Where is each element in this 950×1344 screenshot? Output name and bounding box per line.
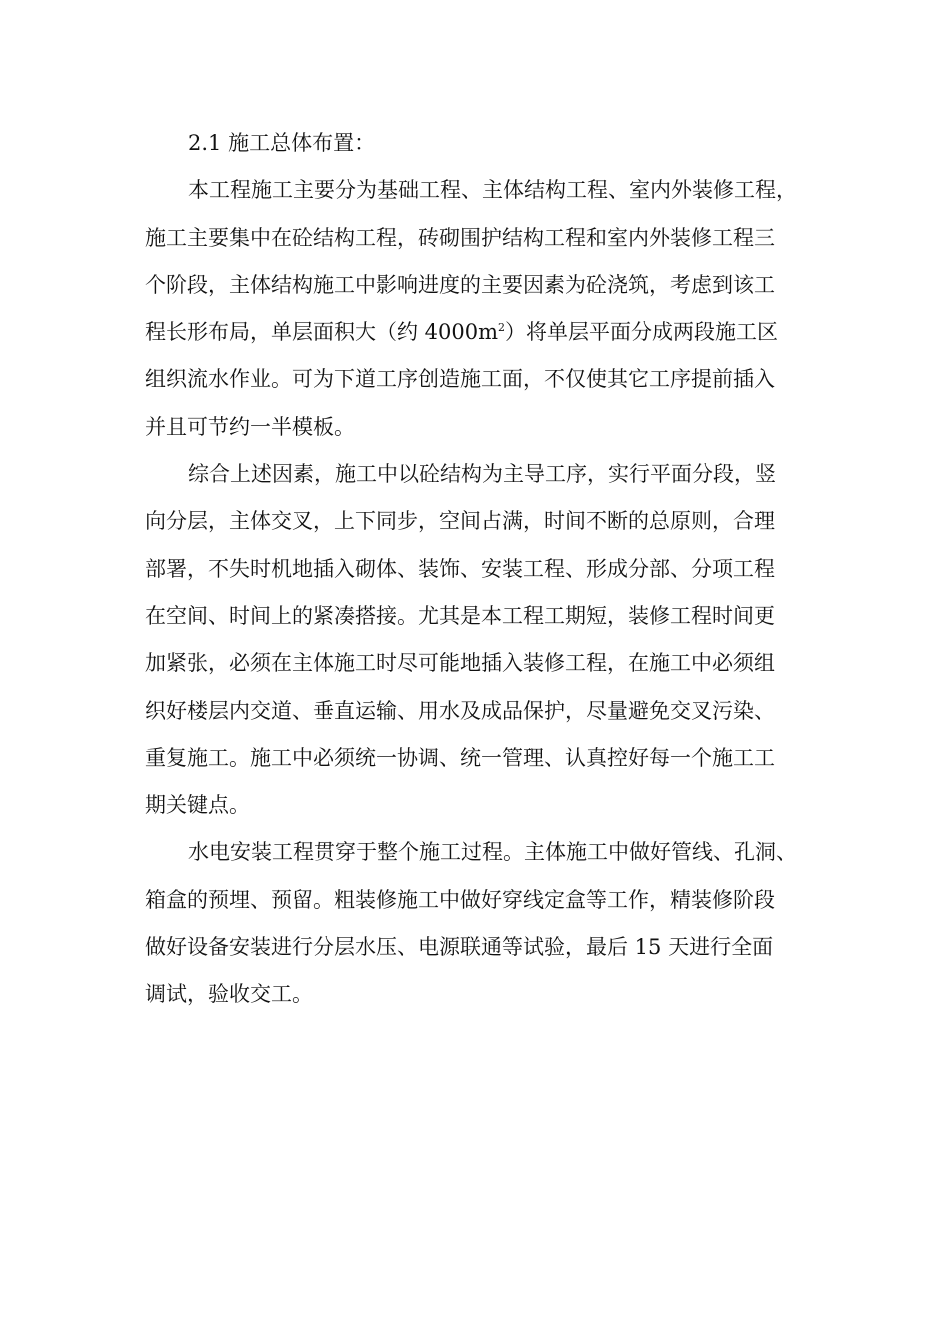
paragraph-line: 个阶段，主体结构施工中影响进度的主要因素为砼浇筑，考虑到该工	[145, 272, 775, 297]
paragraph-line: 综合上述因素，施工中以砼结构为主导工序，实行平面分段，竖	[188, 462, 776, 487]
paragraph-line: 施工主要集中在砼结构工程，砖砌围护结构工程和室内外装修工程三	[145, 225, 775, 250]
paragraph-line: 箱盒的预埋、预留。粗装修施工中做好穿线定盒等工作，精装修阶段	[145, 887, 775, 912]
paragraph-line: 重复施工。施工中必须统一协调、统一管理、认真控好每一个施工工	[145, 745, 775, 770]
line-text: ）将单层平面分成两段施工区	[505, 320, 779, 345]
paragraph-line: 组织流水作业。可为下道工序创造施工面，不仅使其它工序提前插入	[145, 367, 775, 392]
paragraph-mep-installation	[145, 829, 830, 1018]
document-body	[145, 120, 830, 1019]
paragraph-overall-layout	[145, 167, 830, 451]
paragraph-line: 加紧张，必须在主体施工时尽可能地插入装修工程，在施工中必须组	[145, 651, 775, 676]
paragraph-line: 期关键点。	[145, 793, 250, 818]
line-text: 程长形布局，单层面积大（约 4000m	[145, 320, 499, 345]
paragraph-line	[145, 309, 830, 356]
paragraph-line: 做好设备安装进行分层水压、电源联通等试验，最后 15 天进行全面	[145, 935, 774, 960]
paragraph-line: 本工程施工主要分为基础工程、主体结构工程、室内外装修工程，	[188, 178, 797, 203]
paragraph-line: 向分层，主体交叉，上下同步，空间占满，时间不断的总原则，合理	[145, 509, 775, 534]
paragraph-line: 水电安装工程贯穿于整个施工过程。主体施工中做好管线、孔洞、	[188, 840, 797, 865]
section-heading: 2.1 施工总体布置：	[188, 131, 376, 155]
paragraph-principles	[145, 451, 830, 829]
paragraph-line: 调试，验收交工。	[145, 982, 313, 1007]
paragraph-line: 织好楼层内交道、垂直运输、用水及成品保护，尽量避免交叉污染、	[145, 698, 775, 723]
paragraph-line: 部署，不失时机地插入砌体、装饰、安装工程、形成分部、分项工程	[145, 556, 775, 581]
paragraph-line: 并且可节约一半模板。	[145, 414, 355, 439]
paragraph-line: 在空间、时间上的紧凑搭接。尤其是本工程工期短，装修工程时间更	[145, 603, 775, 628]
area-unit-superscript: 2	[498, 321, 506, 335]
